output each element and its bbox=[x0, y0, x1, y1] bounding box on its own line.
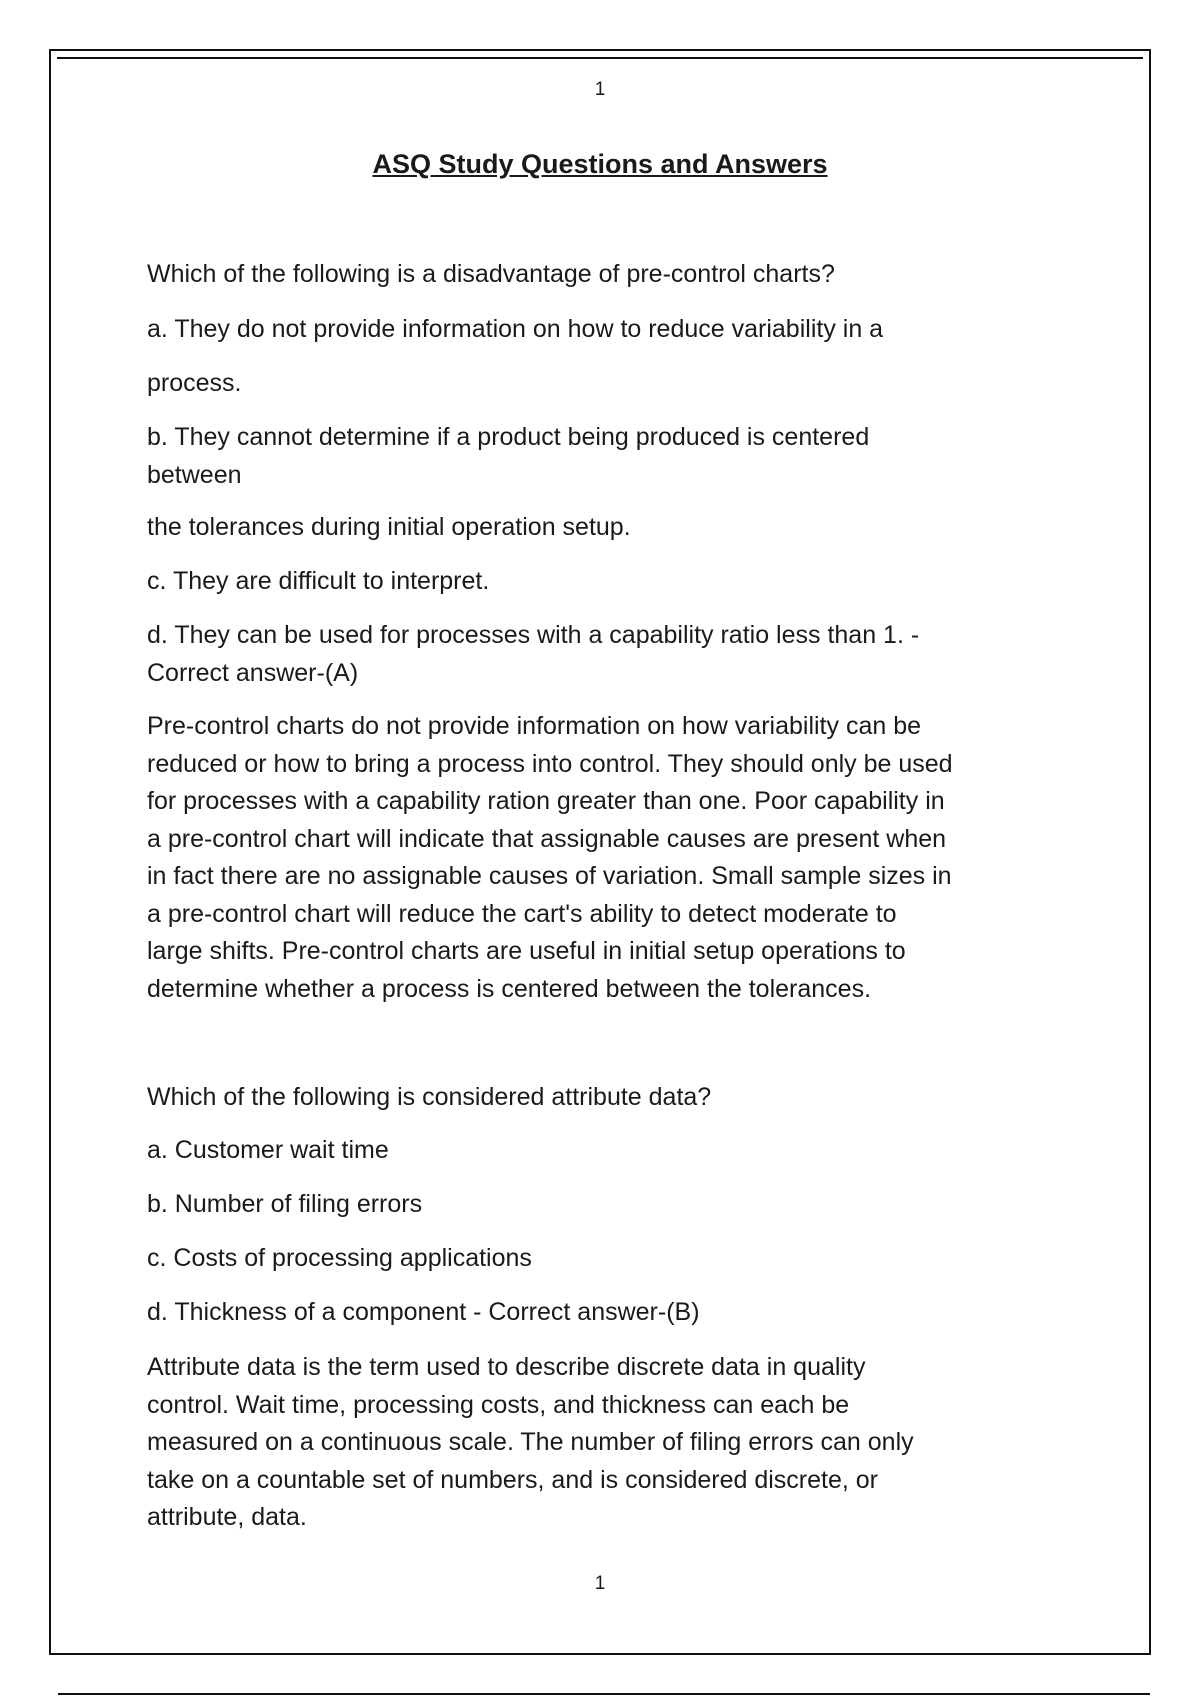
question-2-text: Which of the following is considered attribute data? bbox=[147, 1083, 712, 1111]
explanation-line: a pre-control chart will indicate that assignable causes are present when bbox=[147, 824, 947, 853]
q1-option-a-line2: process. bbox=[147, 369, 242, 397]
q2-option-a: a. Customer wait time bbox=[147, 1136, 389, 1164]
q2-option-b: b. Number of filing errors bbox=[147, 1190, 423, 1218]
q1-option-d-line1: d. They can be used for processes with a capability ratio less than 1. - bbox=[147, 621, 920, 649]
explanation-line: Pre-control charts do not provide information on how variability can be bbox=[147, 712, 922, 740]
q1-option-c: c. They are difficult to interpret. bbox=[147, 567, 490, 595]
explanation-line: take on a countable set of numbers, and is considered discrete, or bbox=[147, 1465, 878, 1494]
q1-option-b-line3: the tolerances during initial operation setup. bbox=[147, 513, 631, 541]
explanation-line: attribute, data. bbox=[147, 1503, 307, 1531]
page-number-bottom: 1 bbox=[594, 1573, 606, 1594]
q1-option-b-line1: b. They cannot determine if a product being produced is centered bbox=[147, 423, 870, 451]
page-number-top: 1 bbox=[594, 79, 606, 100]
explanation-line: control. Wait time, processing costs, and thickness can each be bbox=[147, 1390, 850, 1419]
q2-option-d: d. Thickness of a component - Correct answer-(B) bbox=[147, 1298, 700, 1326]
explanation-line: a pre-control chart will reduce the cart's ability to detect moderate to bbox=[147, 899, 897, 928]
q1-explanation bbox=[147, 708, 1107, 1008]
question-1-text: Which of the following is a disadvantage of pre-control charts? bbox=[147, 260, 835, 288]
next-page-top-rule bbox=[58, 1693, 1150, 1695]
explanation-line: measured on a continuous scale. The number of filing errors can only bbox=[147, 1428, 914, 1456]
q1-option-b-line2: between bbox=[147, 461, 242, 489]
explanation-line: determine whether a process is centered between the tolerances. bbox=[147, 974, 872, 1003]
explanation-line: Attribute data is the term used to describe discrete data in quality bbox=[147, 1353, 866, 1381]
document-title: ASQ Study Questions and Answers bbox=[372, 149, 828, 179]
q1-correct-answer: Correct answer-(A) bbox=[147, 659, 359, 687]
frame-top-rule bbox=[57, 57, 1143, 59]
page-frame bbox=[49, 49, 1151, 1655]
q2-explanation bbox=[147, 1349, 1107, 1537]
explanation-line: large shifts. Pre-control charts are useful in initial setup operations to bbox=[147, 937, 906, 965]
explanation-line: for processes with a capability ration greater than one. Poor capability in bbox=[147, 787, 945, 815]
explanation-line: in fact there are no assignable causes of variation. Small sample sizes in bbox=[147, 862, 952, 890]
q1-option-a-line1: a. They do not provide information on how to reduce variability in a bbox=[147, 315, 884, 343]
explanation-line: reduced or how to bring a process into control. They should only be used bbox=[147, 749, 953, 778]
q2-option-c: c. Costs of processing applications bbox=[147, 1244, 532, 1272]
